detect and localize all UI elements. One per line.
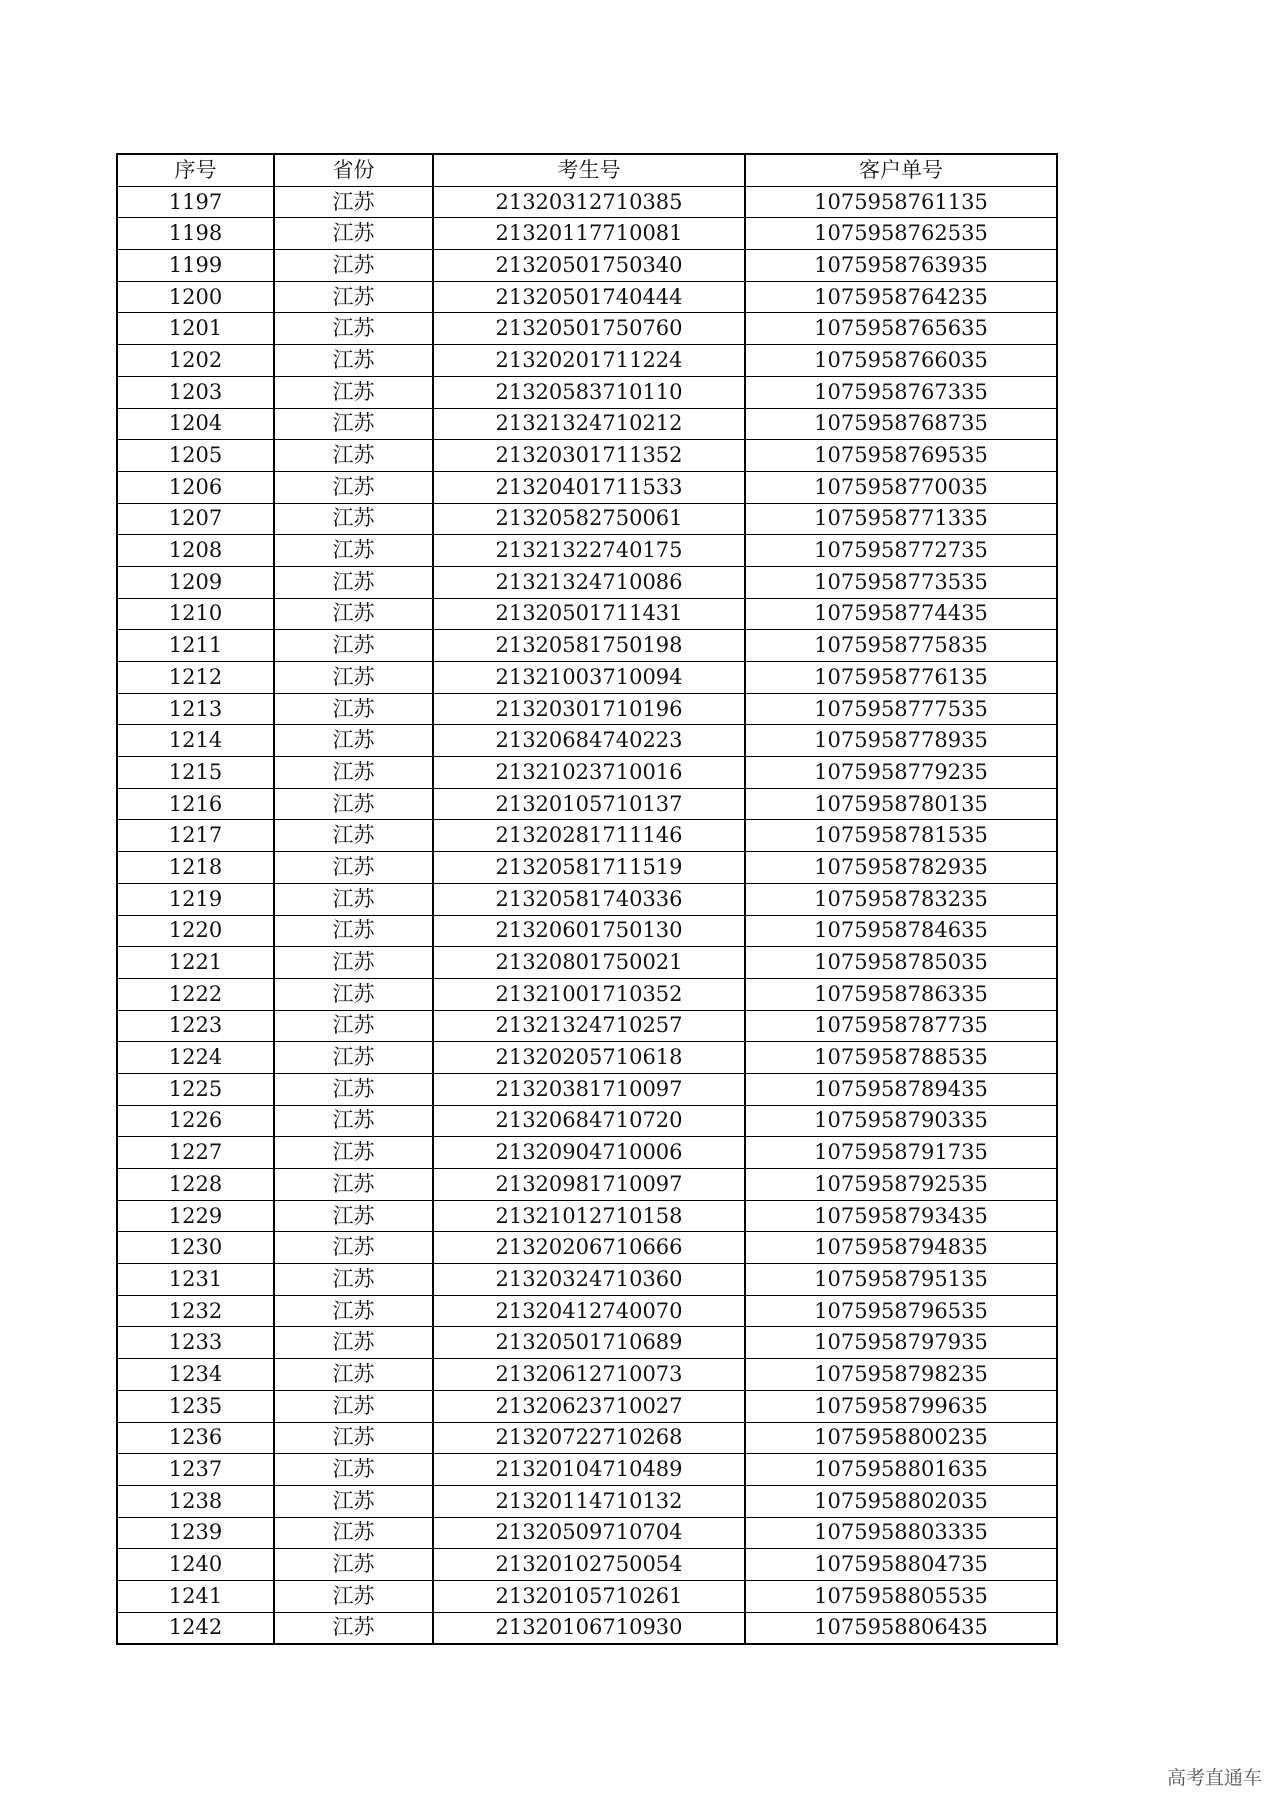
cell-province: 江苏	[274, 471, 433, 503]
cell-order-number: 1075958764235	[745, 281, 1057, 313]
cell-serial-number: 1236	[117, 1422, 274, 1454]
cell-candidate-number: 21320509710704	[433, 1517, 745, 1549]
cell-candidate-number: 21320206710666	[433, 1232, 745, 1264]
cell-candidate-number: 21320105710137	[433, 788, 745, 820]
cell-order-number: 1075958795135	[745, 1264, 1057, 1296]
cell-serial-number: 1214	[117, 725, 274, 757]
cell-order-number: 1075958762535	[745, 218, 1057, 250]
cell-candidate-number: 21320684710720	[433, 1105, 745, 1137]
cell-order-number: 1075958789435	[745, 1073, 1057, 1105]
cell-order-number: 1075958766035	[745, 345, 1057, 377]
cell-order-number: 1075958767335	[745, 376, 1057, 408]
cell-serial-number: 1207	[117, 503, 274, 535]
cell-province: 江苏	[274, 1359, 433, 1391]
cell-candidate-number: 21321012710158	[433, 1200, 745, 1232]
cell-serial-number: 1223	[117, 1010, 274, 1042]
table-row	[117, 376, 1057, 408]
cell-candidate-number: 21320581740336	[433, 883, 745, 915]
cell-order-number: 1075958787735	[745, 1010, 1057, 1042]
cell-candidate-number: 21320401711533	[433, 471, 745, 503]
table-row	[117, 1295, 1057, 1327]
cell-province: 江苏	[274, 1232, 433, 1264]
table-row	[117, 1454, 1057, 1486]
cell-serial-number: 1213	[117, 693, 274, 725]
table-row	[117, 1042, 1057, 1074]
table-row	[117, 1137, 1057, 1169]
cell-candidate-number: 21320205710618	[433, 1042, 745, 1074]
cell-order-number: 1075958784635	[745, 915, 1057, 947]
cell-serial-number: 1211	[117, 630, 274, 662]
cell-serial-number: 1220	[117, 915, 274, 947]
table-row	[117, 820, 1057, 852]
cell-order-number: 1075958802035	[745, 1485, 1057, 1517]
cell-province: 江苏	[274, 757, 433, 789]
cell-order-number: 1075958763935	[745, 250, 1057, 282]
cell-order-number: 1075958805535	[745, 1580, 1057, 1612]
cell-province: 江苏	[274, 1549, 433, 1581]
cell-candidate-number: 21321322740175	[433, 535, 745, 567]
cell-candidate-number: 21321324710086	[433, 566, 745, 598]
table-row	[117, 281, 1057, 313]
cell-serial-number: 1238	[117, 1485, 274, 1517]
cell-serial-number: 1219	[117, 883, 274, 915]
table-row	[117, 535, 1057, 567]
cell-serial-number: 1231	[117, 1264, 274, 1296]
cell-order-number: 1075958804735	[745, 1549, 1057, 1581]
table-row	[117, 1549, 1057, 1581]
cell-province: 江苏	[274, 1042, 433, 1074]
cell-serial-number: 1218	[117, 852, 274, 884]
cell-order-number: 1075958761135	[745, 186, 1057, 218]
table-row	[117, 1390, 1057, 1422]
cell-serial-number: 1227	[117, 1137, 274, 1169]
cell-candidate-number: 21320623710027	[433, 1390, 745, 1422]
cell-order-number: 1075958791735	[745, 1137, 1057, 1169]
table-row	[117, 852, 1057, 884]
cell-serial-number: 1206	[117, 471, 274, 503]
cell-candidate-number: 21321324710212	[433, 408, 745, 440]
cell-order-number: 1075958790335	[745, 1105, 1057, 1137]
cell-province: 江苏	[274, 693, 433, 725]
cell-order-number: 1075958803335	[745, 1517, 1057, 1549]
cell-province: 江苏	[274, 440, 433, 472]
table-row	[117, 313, 1057, 345]
table-row	[117, 408, 1057, 440]
cell-serial-number: 1241	[117, 1580, 274, 1612]
cell-serial-number: 1233	[117, 1327, 274, 1359]
cell-province: 江苏	[274, 1264, 433, 1296]
cell-province: 江苏	[274, 1422, 433, 1454]
cell-order-number: 1075958799635	[745, 1390, 1057, 1422]
table-row	[117, 630, 1057, 662]
cell-province: 江苏	[274, 915, 433, 947]
cell-order-number: 1075958768735	[745, 408, 1057, 440]
cell-order-number: 1075958779235	[745, 757, 1057, 789]
table-row	[117, 250, 1057, 282]
header-candidate-number: 考生号	[433, 154, 745, 186]
cell-province: 江苏	[274, 1295, 433, 1327]
cell-order-number: 1075958776135	[745, 662, 1057, 694]
cell-candidate-number: 21320281711146	[433, 820, 745, 852]
header-order-number: 客户单号	[745, 154, 1057, 186]
cell-candidate-number: 21320582750061	[433, 503, 745, 535]
table-row	[117, 1200, 1057, 1232]
cell-province: 江苏	[274, 947, 433, 979]
cell-province: 江苏	[274, 1517, 433, 1549]
cell-order-number: 1075958806435	[745, 1612, 1057, 1644]
table-row	[117, 1612, 1057, 1644]
table-row	[117, 1010, 1057, 1042]
cell-candidate-number: 21320801750021	[433, 947, 745, 979]
cell-serial-number: 1208	[117, 535, 274, 567]
table-row	[117, 1105, 1057, 1137]
cell-order-number: 1075958783235	[745, 883, 1057, 915]
cell-province: 江苏	[274, 186, 433, 218]
cell-serial-number: 1224	[117, 1042, 274, 1074]
cell-order-number: 1075958788535	[745, 1042, 1057, 1074]
cell-candidate-number: 21320904710006	[433, 1137, 745, 1169]
table-row	[117, 218, 1057, 250]
cell-province: 江苏	[274, 376, 433, 408]
cell-order-number: 1075958774435	[745, 598, 1057, 630]
cell-order-number: 1075958773535	[745, 566, 1057, 598]
table-row	[117, 566, 1057, 598]
table-row	[117, 1169, 1057, 1201]
cell-province: 江苏	[274, 250, 433, 282]
cell-serial-number: 1230	[117, 1232, 274, 1264]
table-row	[117, 883, 1057, 915]
cell-order-number: 1075958801635	[745, 1454, 1057, 1486]
table-body	[117, 186, 1057, 1644]
cell-serial-number: 1225	[117, 1073, 274, 1105]
cell-province: 江苏	[274, 281, 433, 313]
cell-province: 江苏	[274, 630, 433, 662]
cell-serial-number: 1198	[117, 218, 274, 250]
cell-candidate-number: 21320501750340	[433, 250, 745, 282]
cell-serial-number: 1201	[117, 313, 274, 345]
cell-order-number: 1075958785035	[745, 947, 1057, 979]
cell-serial-number: 1222	[117, 978, 274, 1010]
cell-serial-number: 1242	[117, 1612, 274, 1644]
cell-candidate-number: 21320102750054	[433, 1549, 745, 1581]
cell-order-number: 1075958765635	[745, 313, 1057, 345]
cell-province: 江苏	[274, 1169, 433, 1201]
table-row	[117, 1073, 1057, 1105]
cell-order-number: 1075958786335	[745, 978, 1057, 1010]
cell-candidate-number: 21320117710081	[433, 218, 745, 250]
cell-candidate-number: 21320501711431	[433, 598, 745, 630]
header-province: 省份	[274, 154, 433, 186]
cell-province: 江苏	[274, 788, 433, 820]
cell-serial-number: 1234	[117, 1359, 274, 1391]
table-row	[117, 503, 1057, 535]
table-row	[117, 598, 1057, 630]
cell-province: 江苏	[274, 883, 433, 915]
cell-candidate-number: 21320581711519	[433, 852, 745, 884]
cell-candidate-number: 21320201711224	[433, 345, 745, 377]
cell-serial-number: 1216	[117, 788, 274, 820]
cell-order-number: 1075958775835	[745, 630, 1057, 662]
cell-serial-number: 1203	[117, 376, 274, 408]
header-row	[117, 154, 1057, 186]
cell-province: 江苏	[274, 1612, 433, 1644]
cell-candidate-number: 21320105710261	[433, 1580, 745, 1612]
cell-order-number: 1075958793435	[745, 1200, 1057, 1232]
cell-candidate-number: 21320501710689	[433, 1327, 745, 1359]
cell-province: 江苏	[274, 313, 433, 345]
cell-serial-number: 1235	[117, 1390, 274, 1422]
cell-province: 江苏	[274, 978, 433, 1010]
cell-province: 江苏	[274, 408, 433, 440]
cell-candidate-number: 21320301710196	[433, 693, 745, 725]
cell-serial-number: 1205	[117, 440, 274, 472]
cell-province: 江苏	[274, 1390, 433, 1422]
cell-province: 江苏	[274, 598, 433, 630]
cell-province: 江苏	[274, 662, 433, 694]
table-row	[117, 1485, 1057, 1517]
cell-order-number: 1075958797935	[745, 1327, 1057, 1359]
cell-order-number: 1075958772735	[745, 535, 1057, 567]
cell-order-number: 1075958781535	[745, 820, 1057, 852]
table-row	[117, 947, 1057, 979]
table-row	[117, 725, 1057, 757]
cell-province: 江苏	[274, 852, 433, 884]
cell-candidate-number: 21320612710073	[433, 1359, 745, 1391]
table-row	[117, 1580, 1057, 1612]
cell-candidate-number: 21321324710257	[433, 1010, 745, 1042]
cell-serial-number: 1204	[117, 408, 274, 440]
cell-candidate-number: 21320381710097	[433, 1073, 745, 1105]
cell-serial-number: 1210	[117, 598, 274, 630]
cell-serial-number: 1221	[117, 947, 274, 979]
cell-candidate-number: 21320601750130	[433, 915, 745, 947]
cell-serial-number: 1217	[117, 820, 274, 852]
cell-serial-number: 1228	[117, 1169, 274, 1201]
cell-candidate-number: 21320106710930	[433, 1612, 745, 1644]
table-row	[117, 186, 1057, 218]
data-table	[116, 153, 1058, 1645]
cell-candidate-number: 21320684740223	[433, 725, 745, 757]
cell-province: 江苏	[274, 566, 433, 598]
table-row	[117, 1327, 1057, 1359]
table-row	[117, 978, 1057, 1010]
cell-serial-number: 1202	[117, 345, 274, 377]
cell-province: 江苏	[274, 1105, 433, 1137]
table-row	[117, 1359, 1057, 1391]
cell-order-number: 1075958792535	[745, 1169, 1057, 1201]
table-row	[117, 757, 1057, 789]
cell-serial-number: 1237	[117, 1454, 274, 1486]
cell-province: 江苏	[274, 503, 433, 535]
cell-candidate-number: 21320412740070	[433, 1295, 745, 1327]
cell-candidate-number: 21321023710016	[433, 757, 745, 789]
cell-candidate-number: 21320501750760	[433, 313, 745, 345]
table-row	[117, 1517, 1057, 1549]
cell-order-number: 1075958780135	[745, 788, 1057, 820]
table-row	[117, 440, 1057, 472]
cell-province: 江苏	[274, 820, 433, 852]
cell-serial-number: 1197	[117, 186, 274, 218]
cell-province: 江苏	[274, 535, 433, 567]
cell-order-number: 1075958800235	[745, 1422, 1057, 1454]
cell-order-number: 1075958777535	[745, 693, 1057, 725]
cell-serial-number: 1239	[117, 1517, 274, 1549]
cell-serial-number: 1215	[117, 757, 274, 789]
cell-candidate-number: 21320981710097	[433, 1169, 745, 1201]
cell-order-number: 1075958798235	[745, 1359, 1057, 1391]
cell-province: 江苏	[274, 1010, 433, 1042]
cell-serial-number: 1240	[117, 1549, 274, 1581]
cell-province: 江苏	[274, 725, 433, 757]
cell-province: 江苏	[274, 1327, 433, 1359]
watermark-text: 高考直通车	[1166, 1767, 1262, 1789]
cell-order-number: 1075958778935	[745, 725, 1057, 757]
cell-order-number: 1075958771335	[745, 503, 1057, 535]
cell-candidate-number: 21320581750198	[433, 630, 745, 662]
cell-candidate-number: 21320501740444	[433, 281, 745, 313]
cell-province: 江苏	[274, 1580, 433, 1612]
cell-candidate-number: 21321001710352	[433, 978, 745, 1010]
table-row	[117, 1264, 1057, 1296]
cell-province: 江苏	[274, 1485, 433, 1517]
cell-order-number: 1075958770035	[745, 471, 1057, 503]
table-header	[117, 154, 1057, 186]
cell-candidate-number: 21320301711352	[433, 440, 745, 472]
cell-province: 江苏	[274, 1073, 433, 1105]
cell-serial-number: 1232	[117, 1295, 274, 1327]
cell-serial-number: 1209	[117, 566, 274, 598]
cell-candidate-number: 21320312710385	[433, 186, 745, 218]
cell-serial-number: 1212	[117, 662, 274, 694]
table-row	[117, 662, 1057, 694]
cell-candidate-number: 21320583710110	[433, 376, 745, 408]
cell-province: 江苏	[274, 345, 433, 377]
cell-province: 江苏	[274, 1200, 433, 1232]
cell-order-number: 1075958794835	[745, 1232, 1057, 1264]
cell-candidate-number: 21320104710489	[433, 1454, 745, 1486]
table-row	[117, 1422, 1057, 1454]
cell-candidate-number: 21320114710132	[433, 1485, 745, 1517]
table-row	[117, 915, 1057, 947]
cell-order-number: 1075958796535	[745, 1295, 1057, 1327]
cell-candidate-number: 21320324710360	[433, 1264, 745, 1296]
cell-serial-number: 1200	[117, 281, 274, 313]
table-row	[117, 1232, 1057, 1264]
cell-province: 江苏	[274, 1137, 433, 1169]
cell-candidate-number: 21320722710268	[433, 1422, 745, 1454]
table-row	[117, 345, 1057, 377]
cell-order-number: 1075958782935	[745, 852, 1057, 884]
cell-candidate-number: 21321003710094	[433, 662, 745, 694]
cell-province: 江苏	[274, 1454, 433, 1486]
cell-serial-number: 1229	[117, 1200, 274, 1232]
table-row	[117, 788, 1057, 820]
cell-province: 江苏	[274, 218, 433, 250]
cell-serial-number: 1226	[117, 1105, 274, 1137]
cell-serial-number: 1199	[117, 250, 274, 282]
header-serial-number: 序号	[117, 154, 274, 186]
table-row	[117, 693, 1057, 725]
cell-order-number: 1075958769535	[745, 440, 1057, 472]
table-row	[117, 471, 1057, 503]
